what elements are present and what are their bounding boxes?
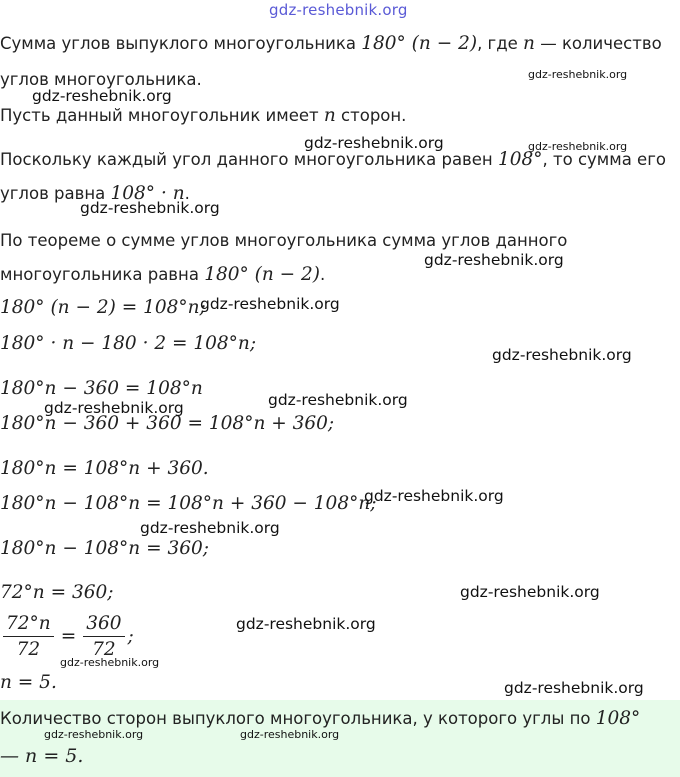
watermark: gdz-reshebnik.org [268,391,408,409]
watermark: gdz-reshebnik.org [32,87,172,105]
math-expression: 108° · n [110,183,185,204]
equals-sign: = [60,625,77,647]
fraction-numerator: 72°n [6,612,51,634]
watermark: gdz-reshebnik.org [240,728,340,741]
text-fragment: углов равна [0,184,111,203]
watermark: gdz-reshebnik.org [492,346,632,364]
watermark: gdz-reshebnik.org [504,679,644,697]
text-fragment: , где [477,34,524,53]
math-variable: n [323,105,336,126]
text-line-7 [0,264,325,285]
watermark: gdz-reshebnik.org [140,519,280,537]
equation-1: 180° (n − 2) = 108°n; [0,297,206,318]
fraction-numerator: 360 [86,612,122,634]
watermark: gdz-reshebnik.org [200,295,340,313]
text-fragment: Поскольку каждый угол данного многоугольника равен [0,150,498,169]
watermark: gdz-reshebnik.org [460,583,600,601]
text-line-1 [0,33,662,54]
equation-3: 180°n − 360 = 108°n [0,378,203,399]
text-fragment: — количество [534,34,662,53]
fraction-left [3,613,54,660]
watermark: gdz-reshebnik.org [80,199,220,217]
text-fragment: . [320,265,326,284]
text-fragment: . [184,184,190,203]
watermark: gdz-reshebnik.org [528,68,628,81]
math-expression: 108° [595,708,641,729]
watermark: gdz-reshebnik.org [364,487,504,505]
watermark: gdz-reshebnik.org [44,728,144,741]
answer-line-1 [0,708,640,729]
text-fragment: многоугольника равна [0,265,205,284]
result-equation: n = 5. [0,672,57,693]
equation-5: 180°n = 108°n + 360. [0,458,209,479]
equation-2: 180° · n − 180 · 2 = 108°n; [0,333,257,354]
watermark: gdz-reshebnik.org [236,615,376,633]
watermark: gdz-reshebnik.org [424,251,564,269]
fraction-denominator: 72 [92,638,116,660]
answer-line-2: — n = 5. [0,745,84,767]
text-fragment: Пусть данный многоугольник имеет [0,106,324,125]
semicolon: ; [127,625,134,647]
watermark: gdz-reshebnik.org [44,399,184,417]
math-variable: n [523,33,535,54]
watermark: gdz-reshebnik.org [528,140,628,153]
fraction-right [83,613,124,660]
equation-6: 180°n − 108°n = 108°n + 360 − 108°n; [0,493,377,514]
math-expression: 108° [497,149,543,170]
text-line-2: углов многоугольника. [0,70,202,89]
text-fragment: Сумма углов выпуклого многоугольника [0,34,362,53]
equation-4: 180°n − 360 + 360 = 108°n + 360; [0,413,335,434]
text-line-6: По теореме о сумме углов многоугольника сумма углов данного [0,231,568,250]
watermark: gdz-reshebnik.org [304,134,444,152]
text-fragment: Количество сторон выпуклого многоугольника, у которого углы по [0,709,596,728]
equation-8: 72°n = 360; [0,582,114,603]
math-expression: 180° (n − 2) [204,264,321,285]
equation-7: 180°n − 108°n = 360; [0,538,210,559]
watermark-top: gdz-reshebnik.org [269,1,408,19]
fraction-denominator: 72 [16,638,41,660]
math-expression: 180° (n − 2) [361,33,478,54]
text-fragment: , то сумма его [542,150,666,169]
watermark: gdz-reshebnik.org [60,656,160,669]
text-fragment: сторон. [335,106,407,125]
text-line-3 [0,105,406,126]
